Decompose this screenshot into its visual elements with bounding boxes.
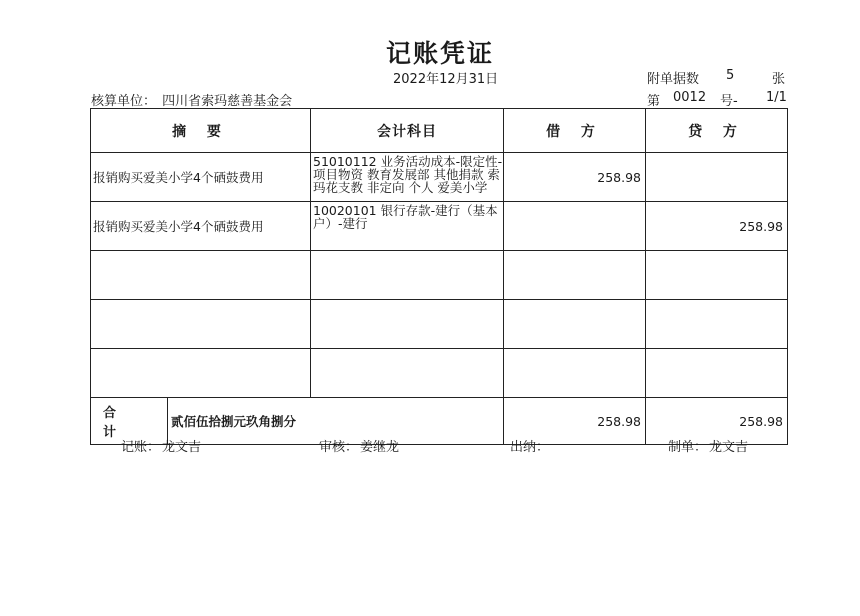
header-summary: 摘 要 xyxy=(91,109,311,153)
voucher-number: 0012 xyxy=(673,90,707,105)
table-row xyxy=(91,153,788,202)
entry-debit xyxy=(504,202,646,251)
reviewer-label: 审核： xyxy=(319,440,359,455)
accounting-unit xyxy=(91,90,292,109)
preparer-label: 制单： xyxy=(668,440,708,455)
accounting-unit-name: 四川省索玛慈善基金会 xyxy=(162,94,293,109)
entry-account xyxy=(311,251,504,300)
entry-account xyxy=(311,300,504,349)
voucher-number-prefix: 第 xyxy=(647,94,661,109)
entry-account: 51010112 业务活动成本-限定性-项目物资 教育发展部 其他捐款 索玛花支教 非定向 个人 爱美小学 xyxy=(311,153,504,202)
cashier-label: 出纳： xyxy=(510,440,550,455)
entry-credit xyxy=(646,153,788,202)
entry-credit: 258.98 xyxy=(646,202,788,251)
entry-debit: 258.98 xyxy=(504,153,646,202)
bookkeeper xyxy=(121,436,201,455)
table-row xyxy=(91,300,788,349)
header-account: 会计科目 xyxy=(311,109,504,153)
entry-summary xyxy=(91,349,311,398)
header-credit: 贷 方 xyxy=(646,109,788,153)
entry-summary xyxy=(91,300,311,349)
entry-account: 10020101 银行存款-建行（基本户）-建行 xyxy=(311,202,504,251)
total-debit: 258.98 xyxy=(504,398,646,445)
entry-debit xyxy=(504,251,646,300)
reviewer xyxy=(319,436,399,455)
entry-summary: 报销购买爱美小学4个硒鼓费用 xyxy=(91,153,311,202)
bookkeeper-label: 记账： xyxy=(121,440,161,455)
total-amount-in-words: 贰佰伍拾捌元玖角捌分 xyxy=(171,414,297,429)
total-label: 合 计 xyxy=(103,406,131,440)
attachments-unit: 张 xyxy=(772,72,786,87)
preparer xyxy=(668,436,748,455)
voucher-number-suffix: 号- xyxy=(720,94,738,109)
table-row xyxy=(91,202,788,251)
voucher-table xyxy=(90,108,788,445)
total-credit: 258.98 xyxy=(646,398,788,445)
accounting-unit-label: 核算单位： xyxy=(91,94,157,109)
cashier xyxy=(510,436,549,455)
attachments-count: 5 xyxy=(726,68,735,83)
entry-summary xyxy=(91,251,311,300)
attachments-label: 附单据数 xyxy=(647,72,700,87)
reviewer-name: 姜继龙 xyxy=(360,440,400,455)
voucher-page: 1/1 xyxy=(766,90,787,105)
entry-credit xyxy=(646,300,788,349)
table-row xyxy=(91,349,788,398)
table-row xyxy=(91,251,788,300)
voucher-title: 记账凭证 xyxy=(385,39,494,68)
preparer-name: 龙文吉 xyxy=(709,440,749,455)
entry-debit xyxy=(504,300,646,349)
entry-summary: 报销购买爱美小学4个硒鼓费用 xyxy=(91,202,311,251)
entry-account xyxy=(311,349,504,398)
entry-credit xyxy=(646,251,788,300)
entry-credit xyxy=(646,349,788,398)
header-debit: 借 方 xyxy=(504,109,646,153)
header-row xyxy=(91,109,788,153)
bookkeeper-name: 龙文吉 xyxy=(162,440,202,455)
entry-debit xyxy=(504,349,646,398)
voucher-date: 2022年12月31日 xyxy=(393,72,499,87)
